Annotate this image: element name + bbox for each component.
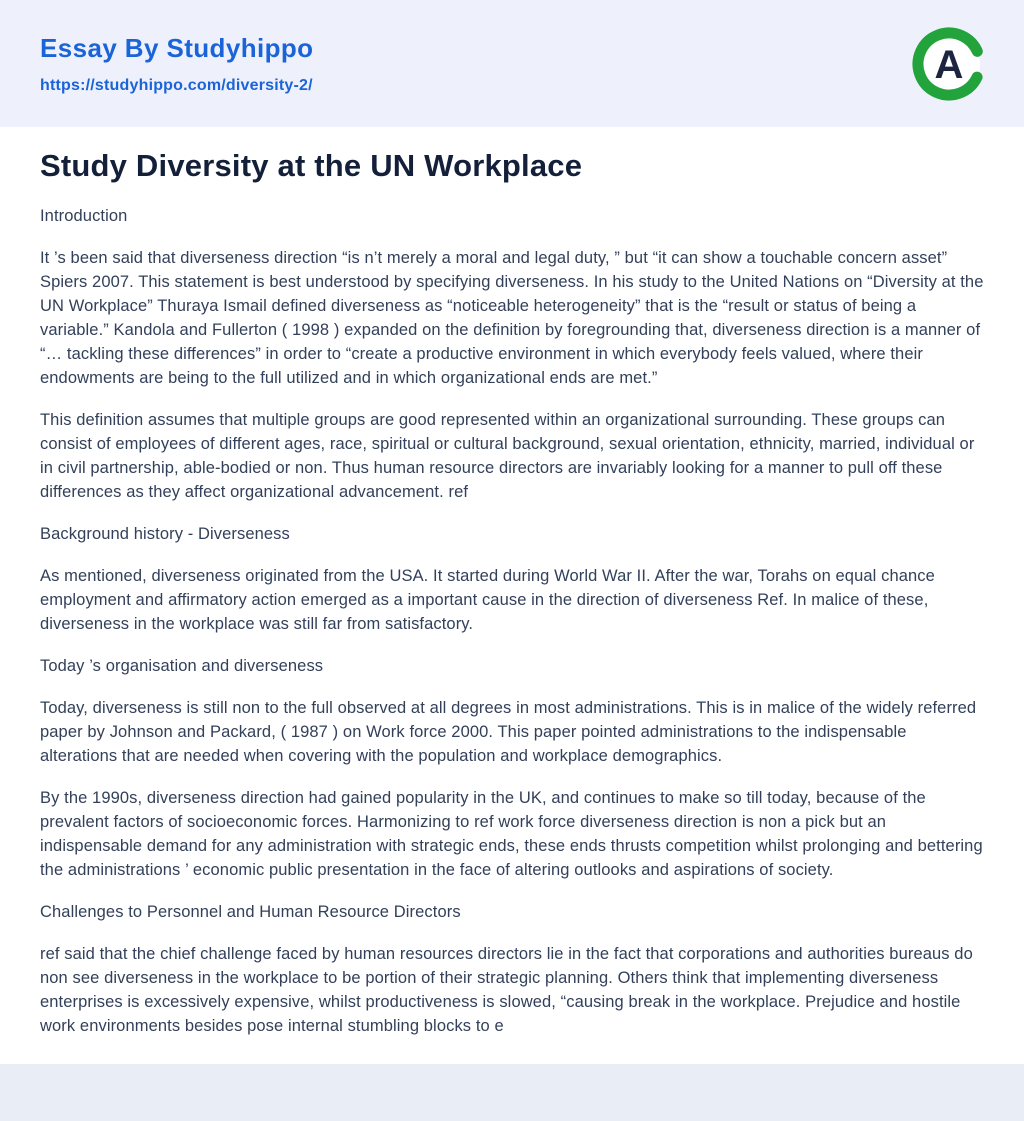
paragraph: By the 1990s, diverseness direction had gained popularity in the UK, and continues to make so till today, because of the prevalent factors of socioeconomic forces. Harmonizing to ref work force diverseness direction is non a pick but an indispensable demand for any administration with strategic ends, these ends thrusts competition whilst prolonging and bettering the administrations ’ economic public presentation in the face of altering outlooks and aspirations of society.: [40, 789, 983, 879]
studyhippo-logo: [912, 27, 986, 101]
paragraph: It ’s been said that diverseness direction “is n’t merely a moral and legal duty, ” but “it can show a touchable concern asset” Spiers 2007. This statement is best understood by specifying diverseness. In his study to the United Nations on “Diversity at the UN Workplace” Thuraya Ismail defined diverseness as “noticeable heterogeneity” that is the “result or status of being a variable.” Kandola and Fullerton ( 1998 ) expanded on the definition by foregrounding that, diverseness direction is a manner of “… tackling these differences” in order to “create a productive environment in which everybody feels valued, where their endowments are being to the full utilized and in which organizational ends are met.”: [40, 249, 984, 387]
brand-title: Essay By Studyhippo: [40, 32, 314, 63]
page-title: Study Diversity at the UN Workplace: [40, 148, 583, 183]
logo-a-icon: [912, 27, 986, 101]
paragraph: ref said that the chief challenge faced by human resources directors lie in the fact that corporations and authorities bureaus do non see diverseness in the workplace to be portion of their strategic planning. Others think that implementing diverseness enterprises is excessively expensive, whilst productiveness is slowed, “causing break in the workplace. Prejudice and hostile work environments besides pose internal stumbling blocks to e: [40, 945, 973, 1035]
section-heading-introduction: Introduction: [40, 207, 128, 225]
paragraph: This definition assumes that multiple groups are good represented within an organizational surrounding. These groups can consist of employees of different ages, race, spiritual or cultural background, sexual orientation, ethnicity, married, individual or in civil partnership, able-bodied or non. Thus human resource directors are invariably looking for a manner to pull off these differences as they affect organizational advancement. ref: [40, 411, 975, 501]
section-heading-background-history: Background history - Diverseness: [40, 525, 290, 543]
paragraph: Today, diverseness is still non to the full observed at all degrees in most administrations. This is in malice of the widely referred paper by Johnson and Packard, ( 1987 ) on Work force 2000. This paper pointed administrations to the indispensable alterations that are needed when covering with the population and workplace demographics.: [40, 699, 977, 765]
article: [0, 127, 1024, 1064]
logo-letter: A: [934, 42, 964, 87]
header-text-block: [40, 33, 313, 95]
section-heading-todays-organisation: Today ’s organisation and diverseness: [40, 657, 324, 675]
header: [0, 0, 1024, 127]
section-heading-challenges: Challenges to Personnel and Human Resource Directors: [40, 903, 461, 921]
paragraph: As mentioned, diverseness originated from the USA. It started during World War II. After the war, Torahs on equal chance employment and affirmatory action emerged as a important cause in the direction of diverseness Ref. In malice of these, diverseness in the workplace was still far from satisfactory.: [40, 567, 935, 633]
footer: [0, 1064, 1024, 1121]
page-url-link[interactable]: https://studyhippo.com/diversity-2/: [40, 76, 313, 94]
